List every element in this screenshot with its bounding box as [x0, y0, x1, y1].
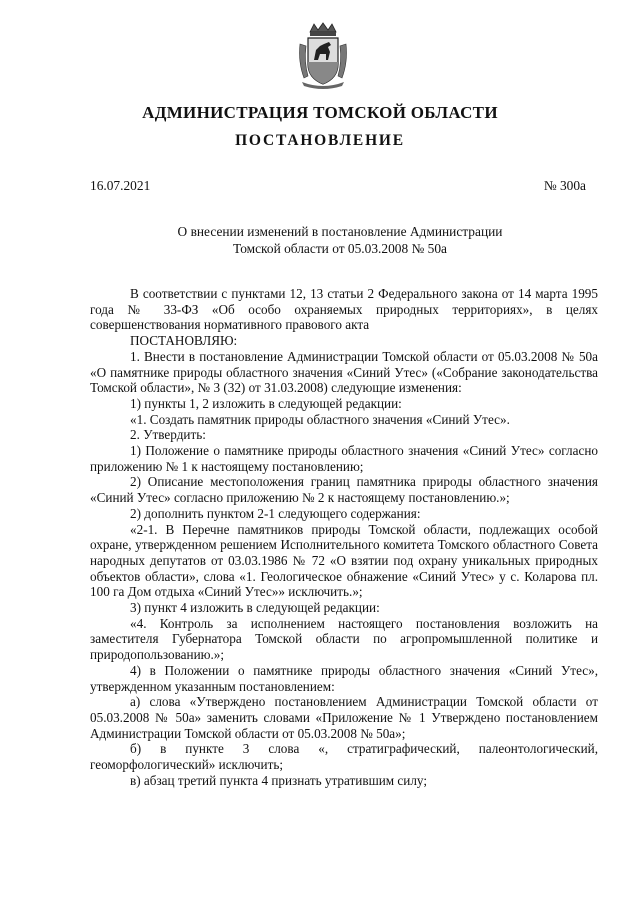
- document-number: № 300а: [543, 178, 586, 193]
- body-paragraph: а) слова «Утверждено постановлением Администрации Томской области от 05.03.2008 № 50а» заменить словами «Приложение № 1 Утверждено постановлением Администрации Томской области от 05.03.2008 № 50а»;: [90, 694, 598, 741]
- document-type-heading: ПОСТАНОВЛЕНИЕ: [235, 132, 405, 149]
- body-paragraph: 4) в Положении о памятнике природы областного значения «Синий Утес», утвержденном указанным постановлением:: [90, 662, 598, 694]
- body-paragraph: «2-1. В Перечне памятников природы Томской области, подлежащих особой охране, утвержденном решением Исполнительного комитета Томского областного Совета народных депутатов от 03.03.1986 № 72 «О взятии под охрану уникальных природных объектов области», слова «1. Геологическое обнажение «Синий Утес» у с. Коларова пл. 100 га Дом отдыха «Синий Утес»» исключить.»;: [90, 521, 598, 600]
- document-subject: [140, 223, 540, 257]
- body-paragraph: 2) Описание местоположения границ памятника природы областного значения «Синий Утес» согласно приложению № 2 к настоящему постановлению.»;: [90, 474, 598, 506]
- body-paragraph: 1) Положение о памятнике природы областного значения «Синий Утес» согласно приложению № 1 к настоящему постановлению;: [90, 443, 598, 474]
- body-paragraph: 2. Утвердить:: [130, 427, 206, 443]
- organization-title: АДМИНИСТРАЦИЯ ТОМСКОЙ ОБЛАСТИ: [142, 103, 498, 122]
- document-date: 16.07.2021: [90, 178, 151, 193]
- body-paragraph: «4. Контроль за исполнением настоящего постановления возложить на заместителя Губернатора Томской области по агропромышленной политике и природопользованию.»;: [90, 615, 598, 663]
- body-paragraph: 3) пункт 4 изложить в следующей редакции:: [130, 600, 380, 616]
- document-body: [90, 286, 598, 789]
- body-paragraph: 2) дополнить пунктом 2-1 следующего содержания:: [130, 505, 421, 521]
- body-paragraph: 1. Внести в постановление Администрации Томской области от 05.03.2008 № 50а «О памятнике природы областного значения «Синий Утес» («Собрание законодательства Томской области», № 3 (32) от 31.03.2008) следующие изменения:: [90, 348, 598, 396]
- body-paragraph: В соответствии с пунктами 12, 13 статьи 2 Федерального закона от 14 марта 1995 года № 33-ФЗ «Об особо охраняемых природных территориях», в целях совершенствования нормативного правового акта: [90, 286, 598, 333]
- subject-line: О внесении изменений в постановление Администрации: [177, 224, 503, 239]
- tomsk-coat-of-arms-icon: [296, 22, 350, 90]
- body-paragraph: 1) пункты 1, 2 изложить в следующей редакции:: [130, 395, 402, 411]
- subject-line: Томской области от 05.03.2008 № 50а: [233, 241, 447, 256]
- body-paragraph: в) абзац третий пункта 4 признать утратившим силу;: [130, 772, 428, 788]
- body-paragraph: «1. Создать памятник природы областного значения «Синий Утес».: [130, 411, 510, 427]
- decree-word: ПОСТАНОВЛЯЮ:: [130, 333, 238, 349]
- body-paragraph: б) в пункте 3 слова «, стратиграфический, палеонтологический, геоморфологический» исключить;: [90, 741, 598, 773]
